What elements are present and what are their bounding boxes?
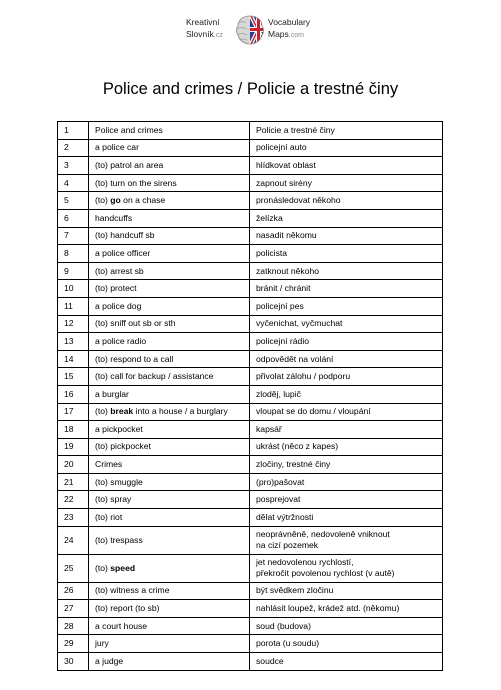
logo-left-line1: Kreativní: [186, 17, 220, 27]
czech-translation: [250, 297, 443, 315]
english-term: Crimes: [89, 456, 250, 474]
table-row: [58, 600, 443, 618]
czech-translation: [250, 333, 443, 351]
czech-translation-line: hlídkovat oblast: [256, 159, 316, 170]
row-number: 6: [58, 209, 89, 227]
logo-right-suffix: .com: [288, 32, 304, 39]
czech-translation-line: neoprávněně, nedovoleně vniknout: [256, 529, 390, 540]
row-number: 5: [58, 192, 89, 210]
logo-right-line1: Vocabulary: [268, 17, 311, 27]
table-row: [58, 350, 443, 368]
english-term: (to) report (to sb): [89, 600, 250, 618]
czech-translation-line: želízka: [256, 212, 283, 223]
brain-flag-icon: [234, 14, 266, 46]
czech-translation-line: zapnout sirény: [256, 177, 312, 188]
czech-translation-line: (pro)pašovat: [256, 476, 305, 487]
row-number: 3: [58, 157, 89, 175]
czech-translation: [250, 262, 443, 280]
english-term-highlight: go: [110, 195, 121, 206]
logo-left-text: [186, 16, 223, 42]
table-row: [58, 122, 443, 140]
table-row: [58, 297, 443, 315]
czech-translation-line: vyčenichat, vyčmuchat: [256, 318, 343, 329]
czech-translation: [250, 227, 443, 245]
row-number: 22: [58, 491, 89, 509]
row-number: 7: [58, 227, 89, 245]
czech-translation-line: jet nedovolenou rychlostí,: [256, 557, 354, 568]
english-term: (to) witness a crime: [89, 582, 250, 600]
czech-translation: [250, 473, 443, 491]
czech-translation: [250, 245, 443, 263]
row-number: 8: [58, 245, 89, 263]
czech-translation: [250, 554, 443, 582]
english-term-suffix: on a chase: [120, 195, 166, 206]
english-term: (to) respond to a call: [89, 350, 250, 368]
english-term: (to) arrest sb: [89, 262, 250, 280]
table-row: [58, 209, 443, 227]
english-term: (to) sniff out sb or sth: [89, 315, 250, 333]
row-number: 9: [58, 262, 89, 280]
czech-translation-line: soudce: [256, 655, 284, 666]
row-number: 4: [58, 174, 89, 192]
page-title: Police and crimes / Policie a trestné činy: [102, 80, 399, 98]
table-row: [58, 635, 443, 653]
czech-translation-line: pronásledovat někoho: [256, 195, 341, 206]
english-term: Police and crimes: [89, 122, 250, 140]
row-number: 12: [58, 315, 89, 333]
czech-translation-line: porota (u soudu): [256, 638, 320, 649]
english-term: a court house: [89, 617, 250, 635]
site-logo[interactable]: [186, 12, 326, 48]
english-term: [89, 403, 250, 421]
row-number: 16: [58, 385, 89, 403]
table-row: [58, 227, 443, 245]
english-term-suffix: into a house / a burglary: [133, 406, 228, 417]
logo-left-line2: Slovník: [186, 29, 214, 39]
czech-translation: [250, 209, 443, 227]
english-term: a burglar: [89, 385, 250, 403]
table-row: [58, 403, 443, 421]
czech-translation-line: dělat výtržnosti: [256, 511, 314, 522]
czech-translation: [250, 122, 443, 140]
row-number: 30: [58, 653, 89, 671]
table-row: [58, 491, 443, 509]
czech-translation-line: policejní rádio: [256, 335, 310, 346]
czech-translation-line: policejní pes: [256, 300, 304, 311]
czech-translation: [250, 350, 443, 368]
czech-translation-line: nasadit někomu: [256, 230, 317, 241]
czech-translation: [250, 174, 443, 192]
czech-translation-line: zločiny, trestné činy: [256, 459, 331, 470]
logo-right-line2: Maps: [268, 29, 289, 39]
english-term: (to) turn on the sirens: [89, 174, 250, 192]
czech-translation: [250, 421, 443, 439]
english-term-prefix: (to): [95, 562, 111, 573]
czech-translation: [250, 385, 443, 403]
czech-translation: [250, 635, 443, 653]
table-row: [58, 456, 443, 474]
czech-translation-line: zatknout někoho: [256, 265, 320, 276]
czech-translation: [250, 600, 443, 618]
czech-translation-line: odpovědět na volání: [256, 353, 334, 364]
table-row: [58, 421, 443, 439]
row-number: 21: [58, 473, 89, 491]
english-term-prefix: (to): [95, 195, 111, 206]
czech-translation-line: nahlásit loupež, krádež atd. (někomu): [256, 603, 400, 614]
czech-translation-line: vloupat se do domu / vloupání: [256, 406, 371, 417]
czech-translation: [250, 653, 443, 671]
czech-translation: [250, 368, 443, 386]
table-row: [58, 526, 443, 554]
english-term: handcuffs: [89, 209, 250, 227]
czech-translation-line: kapsář: [256, 423, 282, 434]
table-row: [58, 368, 443, 386]
czech-translation-line: policista: [256, 247, 288, 258]
english-term: (to) call for backup / assistance: [89, 368, 250, 386]
table-row: [58, 333, 443, 351]
english-term: a judge: [89, 653, 250, 671]
logo-left-suffix: .cz: [213, 32, 223, 39]
table-row: [58, 262, 443, 280]
czech-translation: [250, 139, 443, 157]
czech-translation: [250, 456, 443, 474]
table-row: [58, 385, 443, 403]
table-row: [58, 315, 443, 333]
english-term: (to) smuggle: [89, 473, 250, 491]
table-row: [58, 582, 443, 600]
czech-translation-line: policejní auto: [256, 142, 307, 153]
english-term: a pickpocket: [89, 421, 250, 439]
english-term: (to) protect: [89, 280, 250, 298]
czech-translation: [250, 526, 443, 554]
logo-right-text: [268, 16, 310, 42]
table-row: [58, 653, 443, 671]
row-number: 15: [58, 368, 89, 386]
table-row: [58, 280, 443, 298]
czech-translation-line: na cizí pozemek: [256, 540, 319, 551]
english-term: (to) trespass: [89, 526, 250, 554]
czech-translation-line: Policie a trestné činy: [256, 124, 335, 135]
row-number: 23: [58, 509, 89, 527]
czech-translation: [250, 315, 443, 333]
english-term: a police radio: [89, 333, 250, 351]
english-term: (to) spray: [89, 491, 250, 509]
czech-translation-line: zloděj, lupič: [256, 388, 301, 399]
english-term: a police officer: [89, 245, 250, 263]
row-number: 24: [58, 526, 89, 554]
row-number: 14: [58, 350, 89, 368]
czech-translation: [250, 192, 443, 210]
english-term: [89, 554, 250, 582]
czech-translation-line: být svědkem zločinu: [256, 585, 334, 596]
table-row: [58, 617, 443, 635]
english-term: a police car: [89, 139, 250, 157]
row-number: 11: [58, 297, 89, 315]
row-number: 18: [58, 421, 89, 439]
czech-translation-line: překročit povolenou rychlost (v autě): [256, 568, 395, 579]
row-number: 28: [58, 617, 89, 635]
table-row: [58, 174, 443, 192]
table-row: [58, 438, 443, 456]
english-term: (to) patrol an area: [89, 157, 250, 175]
czech-translation: [250, 509, 443, 527]
czech-translation-line: soud (budova): [256, 620, 311, 631]
table-row: [58, 473, 443, 491]
table-row: [58, 157, 443, 175]
english-term: (to) riot: [89, 509, 250, 527]
vocabulary-table: [57, 121, 443, 671]
czech-translation: [250, 617, 443, 635]
english-term-highlight: speed: [110, 562, 136, 573]
czech-translation-line: ukrást (něco z kapes): [256, 441, 339, 452]
row-number: 20: [58, 456, 89, 474]
czech-translation: [250, 491, 443, 509]
english-term: (to) pickpocket: [89, 438, 250, 456]
czech-translation-line: přivolat zálohu / podporu: [256, 371, 351, 382]
row-number: 1: [58, 122, 89, 140]
row-number: 13: [58, 333, 89, 351]
czech-translation: [250, 403, 443, 421]
table-row: [58, 192, 443, 210]
english-term-prefix: (to): [95, 406, 111, 417]
english-term: jury: [89, 635, 250, 653]
czech-translation-line: bránit / chránit: [256, 283, 311, 294]
row-number: 19: [58, 438, 89, 456]
table-row: [58, 509, 443, 527]
czech-translation: [250, 582, 443, 600]
czech-translation: [250, 157, 443, 175]
table-row: [58, 139, 443, 157]
row-number: 2: [58, 139, 89, 157]
czech-translation: [250, 438, 443, 456]
english-term: [89, 192, 250, 210]
table-row: [58, 554, 443, 582]
row-number: 17: [58, 403, 89, 421]
row-number: 25: [58, 554, 89, 582]
english-term: (to) handcuff sb: [89, 227, 250, 245]
czech-translation-line: posprejovat: [256, 494, 301, 505]
english-term-highlight: break: [110, 406, 134, 417]
czech-translation: [250, 280, 443, 298]
row-number: 10: [58, 280, 89, 298]
row-number: 29: [58, 635, 89, 653]
row-number: 26: [58, 582, 89, 600]
row-number: 27: [58, 600, 89, 618]
table-row: [58, 245, 443, 263]
english-term: a police dog: [89, 297, 250, 315]
